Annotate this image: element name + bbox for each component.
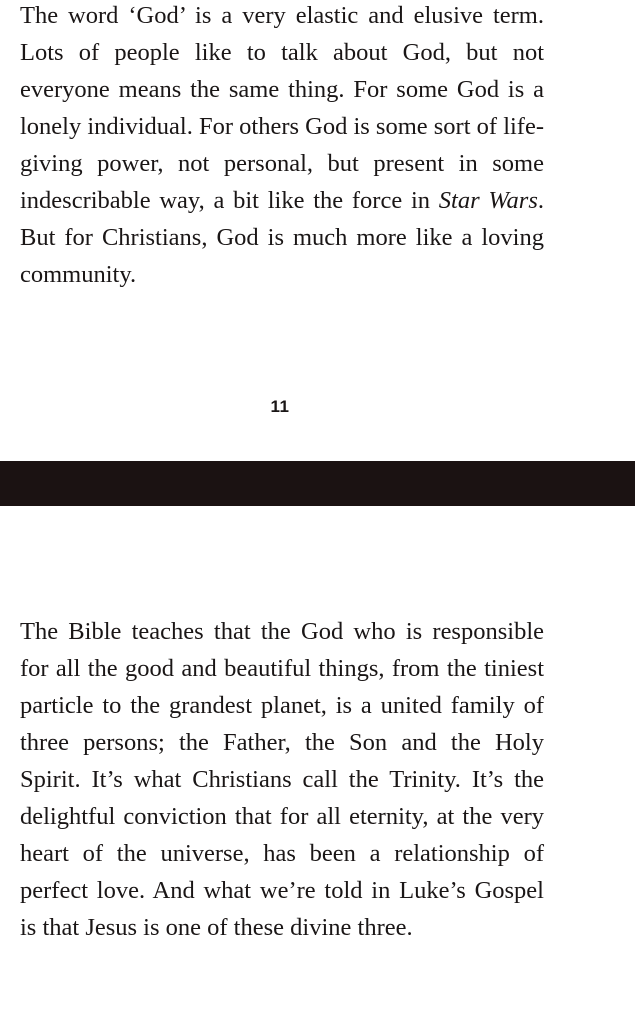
- page-divider: [0, 461, 635, 506]
- body-paragraph: The Bible teaches that the God who is responsible for all the good and beautiful things, from the tiniest particle to the grandest planet, is a united family of three persons; the Father, the Son and the Holy Spirit. It’s what Christians call the Trinity. It’s the delightful conviction that for all eternity, at the very heart of the universe, has been a relationship of perfect love. And what we’re told in Luke’s Gospel is that Jesus is one of these divine three.: [20, 618, 544, 941]
- book-page-bottom: [0, 506, 635, 1024]
- paragraph-text-start: The word ‘God’ is a very elastic and elusive term. Lots of people like to talk about God, but not everyone means the same thing. For some God is a lonely individual. For others God is some sort of life-giving power, not personal, but present in some indescribable way, a bit like the force in: [20, 2, 544, 214]
- page-number: 11: [270, 397, 290, 416]
- paragraph-text-end: . But for Christians, God is much more like a loving community.: [20, 187, 544, 288]
- body-paragraph: [20, 0, 544, 293]
- book-page-top: [0, 0, 635, 461]
- film-title: Star Wars: [438, 187, 538, 214]
